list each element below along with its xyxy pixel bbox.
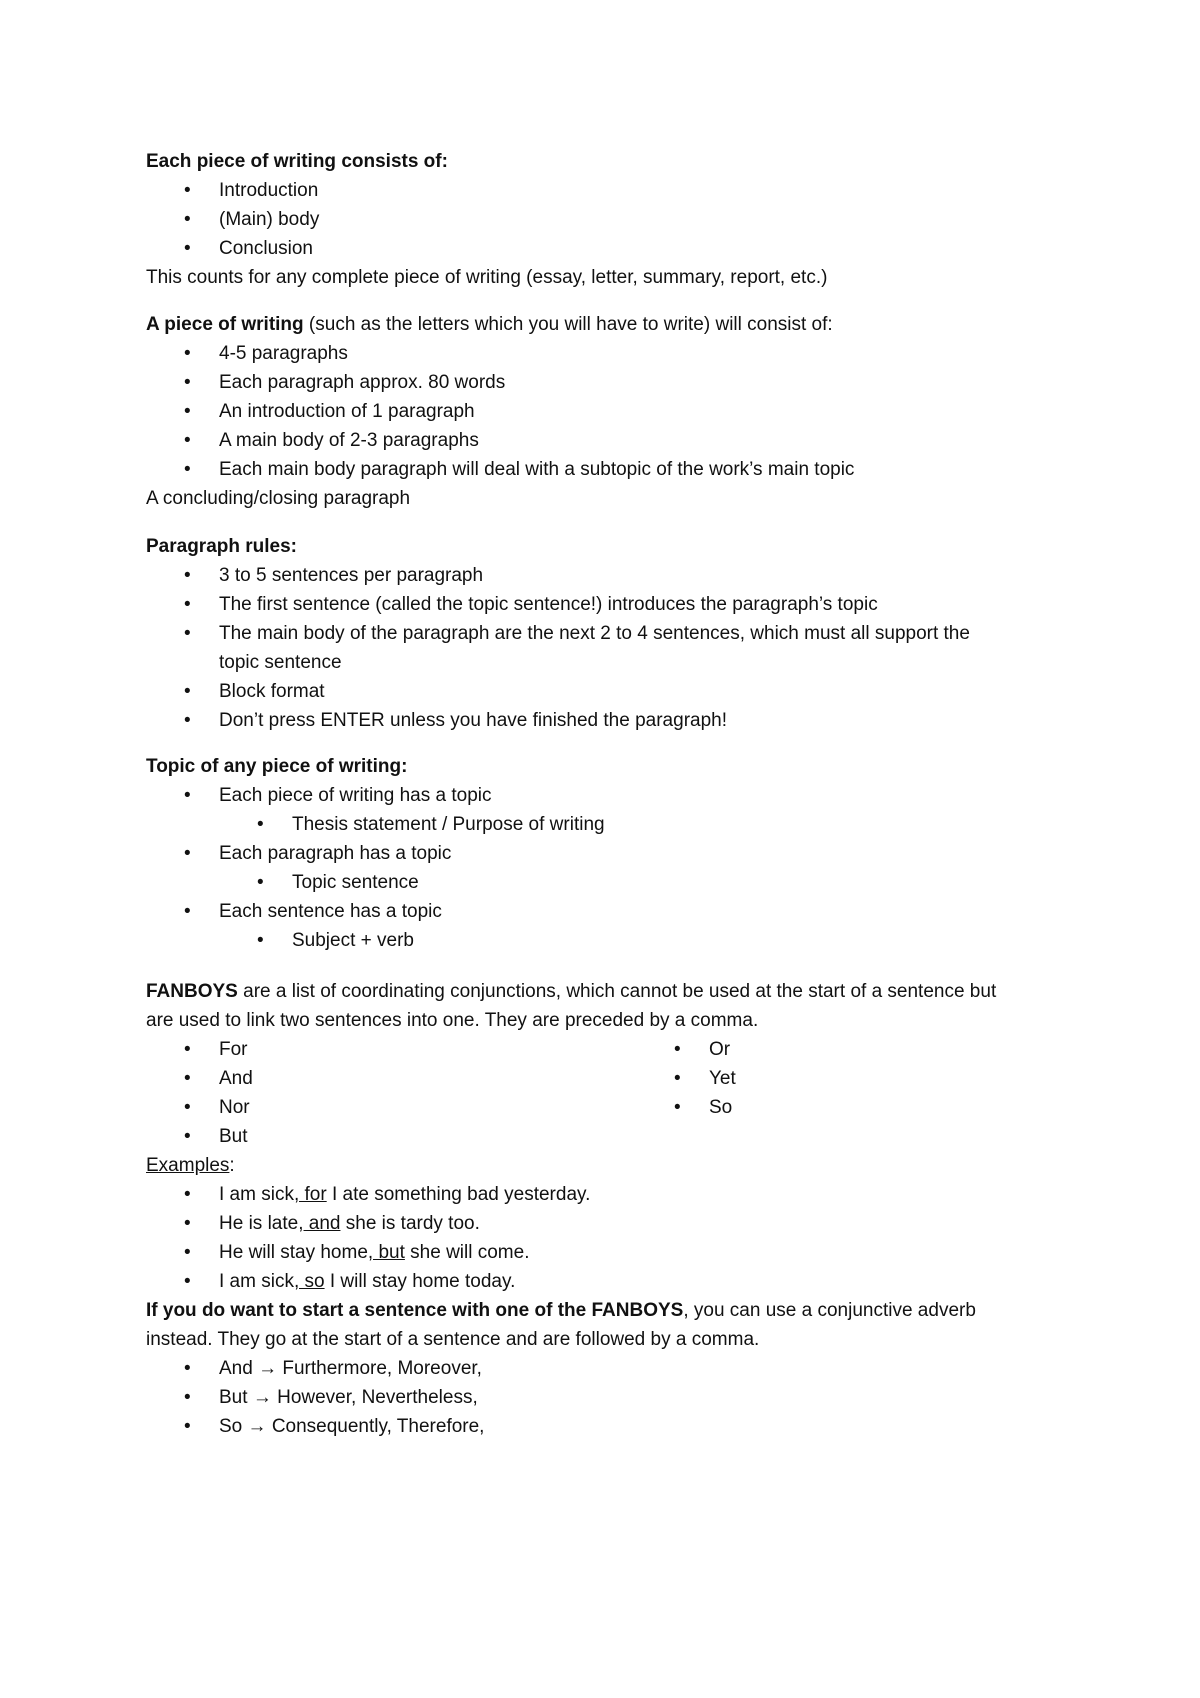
adverb-item: [146, 1412, 1106, 1441]
adverb-item: [146, 1354, 1106, 1383]
example-item: [146, 1209, 1106, 1238]
list-item: • And: [146, 1064, 636, 1093]
section-fanboys: [146, 977, 1106, 1441]
list-item: • The first sentence (called the topic sentence!) introduces the paragraph’s topic: [146, 590, 1106, 619]
list-item-text: The main body of the paragraph are the next 2 to 4 sentences, which must all support the: [219, 623, 970, 644]
example-post: she is tardy too.: [340, 1213, 480, 1234]
example-post: she will come.: [404, 1242, 530, 1263]
fanboys-term: FANBOYS: [146, 981, 238, 1002]
example-pre: I am sick: [219, 1271, 294, 1292]
list-item: • So: [636, 1093, 1036, 1122]
example-pre: He is late: [219, 1213, 299, 1234]
list-item: • Nor: [146, 1093, 636, 1122]
section-heading: Paragraph rules:: [146, 536, 297, 557]
sub-list-item: • Thesis statement / Purpose of writing: [146, 810, 1106, 839]
arrow-icon: →: [247, 1416, 267, 1437]
list-item: • 3 to 5 sentences per paragraph: [146, 561, 1106, 590]
body-text: A concluding/closing paragraph: [146, 488, 411, 509]
section-heading: Each piece of writing consists of:: [146, 151, 448, 172]
list-item: • Each main body paragraph will deal with a subtopic of the work’s main topic: [146, 455, 1106, 484]
list-item: • (Main) body: [146, 205, 1106, 234]
arrow-icon: →: [252, 1387, 272, 1408]
adverb-word: So: [219, 1416, 243, 1437]
list-item: • Conclusion: [146, 234, 1106, 263]
section-paragraph-rules: [146, 532, 1106, 735]
example-item: [146, 1267, 1106, 1296]
conjunctive-adverb-intro: [146, 1296, 1106, 1325]
list-item: • 4-5 paragraphs: [146, 339, 1106, 368]
examples-colon: :: [229, 1155, 235, 1176]
fanboys-intro-text: are a list of coordinating conjunctions, which cannot be used at the start of a sentence but: [237, 981, 997, 1002]
bullet-list: [146, 176, 1106, 263]
example-pre: He will stay home: [219, 1242, 368, 1263]
bullet-list: [146, 561, 1106, 735]
fanboys-list-left: [146, 1035, 636, 1151]
adverbs-list: [146, 1354, 1106, 1441]
sub-list-item: • Subject + verb: [146, 926, 1106, 955]
sub-list-item: • Topic sentence: [146, 868, 1106, 897]
list-item: • Yet: [636, 1064, 1036, 1093]
examples-label: [146, 1151, 1106, 1180]
bullet-list: [146, 781, 1106, 955]
list-item: • For: [146, 1035, 636, 1064]
example-post: I ate something bad yesterday.: [326, 1184, 591, 1205]
heading-bold: A piece of writing: [146, 314, 304, 335]
conjunctive-adverb-line2: instead. They go at the start of a sentence and are followed by a comma.: [146, 1329, 760, 1350]
example-pre: I am sick: [219, 1184, 294, 1205]
body-text: This counts for any complete piece of writing (essay, letter, summary, report, etc.): [146, 267, 828, 288]
adverb-replacement: Furthermore, Moreover,: [282, 1358, 482, 1379]
fanboys-intro: [146, 977, 1106, 1006]
list-item: • Block format: [146, 677, 1106, 706]
section-heading: [146, 310, 1106, 339]
arrow-icon: →: [258, 1358, 278, 1379]
list-item: • Each piece of writing has a topic: [146, 781, 1106, 810]
example-conjunction: , and: [298, 1213, 341, 1234]
fanboys-intro-line2: are used to link two sentences into one. They are preceded by a comma.: [146, 1010, 759, 1031]
adverb-word: And: [219, 1358, 253, 1379]
conjunctive-adverb-rest: , you can use a conjunctive adverb: [683, 1300, 976, 1321]
bullet-list: [146, 339, 1106, 484]
example-item: [146, 1238, 1106, 1267]
conjunctive-adverb-bold: If you do want to start a sentence with one of the FANBOYS: [146, 1300, 684, 1321]
example-post: I will stay home today.: [324, 1271, 516, 1292]
list-item: • Don’t press ENTER unless you have finished the paragraph!: [146, 706, 1106, 735]
adverb-replacement: Consequently, Therefore,: [271, 1416, 485, 1437]
list-item: • Each sentence has a topic: [146, 897, 1106, 926]
heading-rest: (such as the letters which you will have to write) will consist of:: [303, 314, 833, 335]
list-item: • But: [146, 1122, 636, 1151]
list-item: • Each paragraph approx. 80 words: [146, 368, 1106, 397]
example-conjunction: , for: [293, 1184, 327, 1205]
list-item: • An introduction of 1 paragraph: [146, 397, 1106, 426]
fanboys-list-right: [636, 1035, 1036, 1151]
adverb-replacement: However, Nevertheless,: [277, 1387, 478, 1408]
list-item: • Or: [636, 1035, 1036, 1064]
list-item: [146, 619, 1106, 677]
example-item: [146, 1180, 1106, 1209]
list-item: • A main body of 2-3 paragraphs: [146, 426, 1106, 455]
example-conjunction: , so: [293, 1271, 325, 1292]
adverb-item: [146, 1383, 1106, 1412]
section-structure: [146, 147, 1106, 292]
adverb-word: But: [219, 1387, 248, 1408]
section-topic: [146, 752, 1106, 955]
fanboys-columns: [146, 1035, 1106, 1151]
section-piece-of-writing: [146, 310, 1106, 513]
section-heading: Topic of any piece of writing:: [146, 756, 408, 777]
example-conjunction: , but: [367, 1242, 405, 1263]
examples-label-text: Examples: [146, 1155, 230, 1176]
list-item-text-cont: topic sentence: [219, 652, 342, 673]
list-item: • Each paragraph has a topic: [146, 839, 1106, 868]
examples-list: [146, 1180, 1106, 1296]
list-item: • Introduction: [146, 176, 1106, 205]
